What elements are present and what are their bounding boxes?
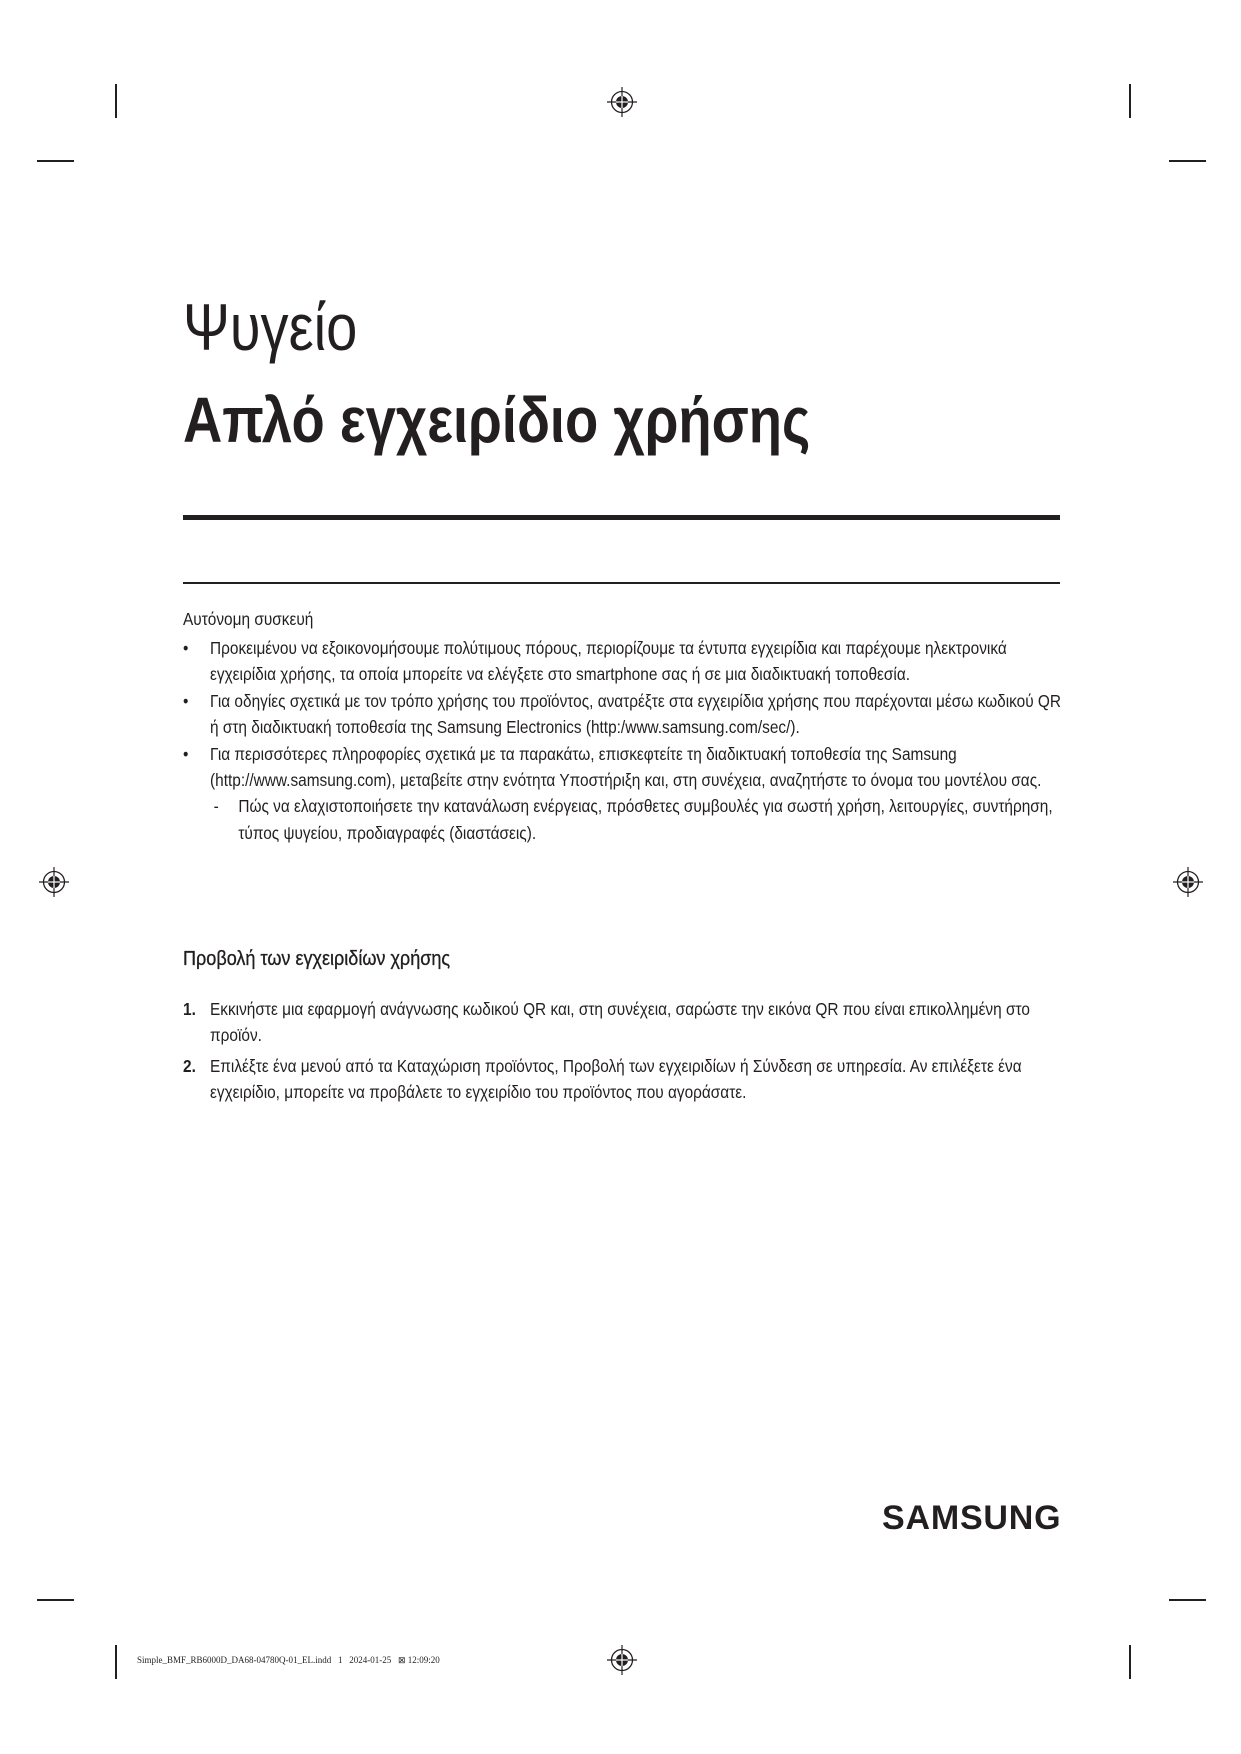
section-heading: Αυτόνομη συσκευή — [183, 609, 314, 629]
standalone-section — [183, 606, 1068, 846]
divider-thin — [183, 582, 1060, 584]
sub-list — [210, 793, 1068, 846]
numbered-list — [183, 996, 1068, 1105]
bullet-marker: • — [183, 743, 189, 764]
crop-mark-bottom-left-vertical — [115, 1645, 116, 1679]
bullet-marker: • — [183, 638, 189, 658]
list-item-text: Προκειμένου να εξοικονομήσουμε πολύτιμους πόρους, περιορίζουμε τα έντυπα εγχειρίδια και παρέχουμε ηλεκτρονικά εγχειρίδια χρήσης, τα οποία μπορείτε να ελέγξετε στο smartphone σας ή σε μια διαδικτυακή τοποθεσία. — [210, 638, 1007, 685]
list-item-text: Για περισσότερες πληροφορίες σχετικά με τα παρακάτω, επισκεφτείτε τη διαδικτυακή τοποθεσία της Samsung (http://www.samsung.com), μεταβείτε στην ενότητα Υποστήριξη και, στη συνέχεια, αναζητήστε το όνομα του μοντέλου σας. — [210, 743, 1042, 791]
dash-marker: - — [213, 796, 219, 817]
registration-mark-top-icon — [606, 86, 638, 118]
crop-mark-top-right-vertical — [1129, 84, 1130, 118]
page-subtitle: Απλό εγχειρίδιο χρήσης — [183, 384, 811, 456]
manuals-section — [183, 945, 1068, 1109]
registration-mark-right-icon — [1172, 866, 1204, 898]
numbered-item — [183, 1053, 1068, 1105]
item-number: 1. — [183, 999, 196, 1019]
bullet-list — [183, 635, 1068, 846]
samsung-logo: SAMSUNG — [882, 1499, 1062, 1537]
bullet-marker: • — [183, 690, 189, 711]
sub-list-item-text: Πώς να ελαχιστοποιήσετε την κατανάλωση ενέργειας, πρόσθετες συμβουλές για σωστή χρήση, λειτουργίες, συντήρηση, τύπος ψυγείου, προδιαγραφές (διαστάσεις). — [238, 796, 1053, 843]
section-heading: Προβολή των εγχειριδίων χρήσης — [183, 947, 451, 970]
crop-mark-bottom-right-horizontal — [1169, 1599, 1206, 1600]
item-number: 2. — [183, 1055, 196, 1076]
list-item — [183, 635, 1068, 688]
list-item-text: Για οδηγίες σχετικά με τον τρόπο χρήσης του προϊόντος, ανατρέξτε στα εγχειρίδια χρήσης που παρέχονται μέσω κωδικού QR ή στη διαδικτυακή τοποθεσία της Samsung Electronics (http:/www.samsung.com/sec/). — [210, 690, 1062, 738]
numbered-item-text: Επιλέξτε ένα μενού από τα Καταχώριση προϊόντος, Προβολή των εγχειριδίων ή Σύνδεση σε υπηρεσία. Αν επιλέξετε ένα εγχειρίδιο, μπορείτε να προβάλετε το εγχειρίδιο του προϊόντος που αγοράσατε. — [210, 1055, 1022, 1102]
numbered-item-text: Εκκινήστε μια εφαρμογή ανάγνωσης κωδικού QR και, στη συνέχεια, σαρώστε την εικόνα QR που είναι επικολλημένη στο προϊόν. — [210, 999, 1030, 1045]
divider-thick — [183, 515, 1060, 520]
numbered-item — [183, 996, 1068, 1048]
sub-list-item — [210, 793, 1068, 846]
crop-mark-top-right-horizontal — [1169, 160, 1206, 161]
print-slug: Simple_BMF_RB6000D_DA68-04780Q-01_EL.indd 1 2024-01-25 ⊠ 12:09:20 — [137, 1655, 440, 1665]
crop-mark-bottom-left-horizontal — [37, 1599, 74, 1600]
list-item — [183, 688, 1068, 741]
crop-mark-bottom-right-vertical — [1129, 1645, 1130, 1679]
registration-mark-left-icon — [38, 866, 70, 898]
crop-mark-top-left-vertical — [115, 84, 116, 118]
registration-mark-bottom-icon — [606, 1644, 638, 1676]
page-title: Ψυγείο — [183, 290, 358, 364]
crop-mark-top-left-horizontal — [37, 160, 74, 161]
list-item — [183, 741, 1068, 847]
